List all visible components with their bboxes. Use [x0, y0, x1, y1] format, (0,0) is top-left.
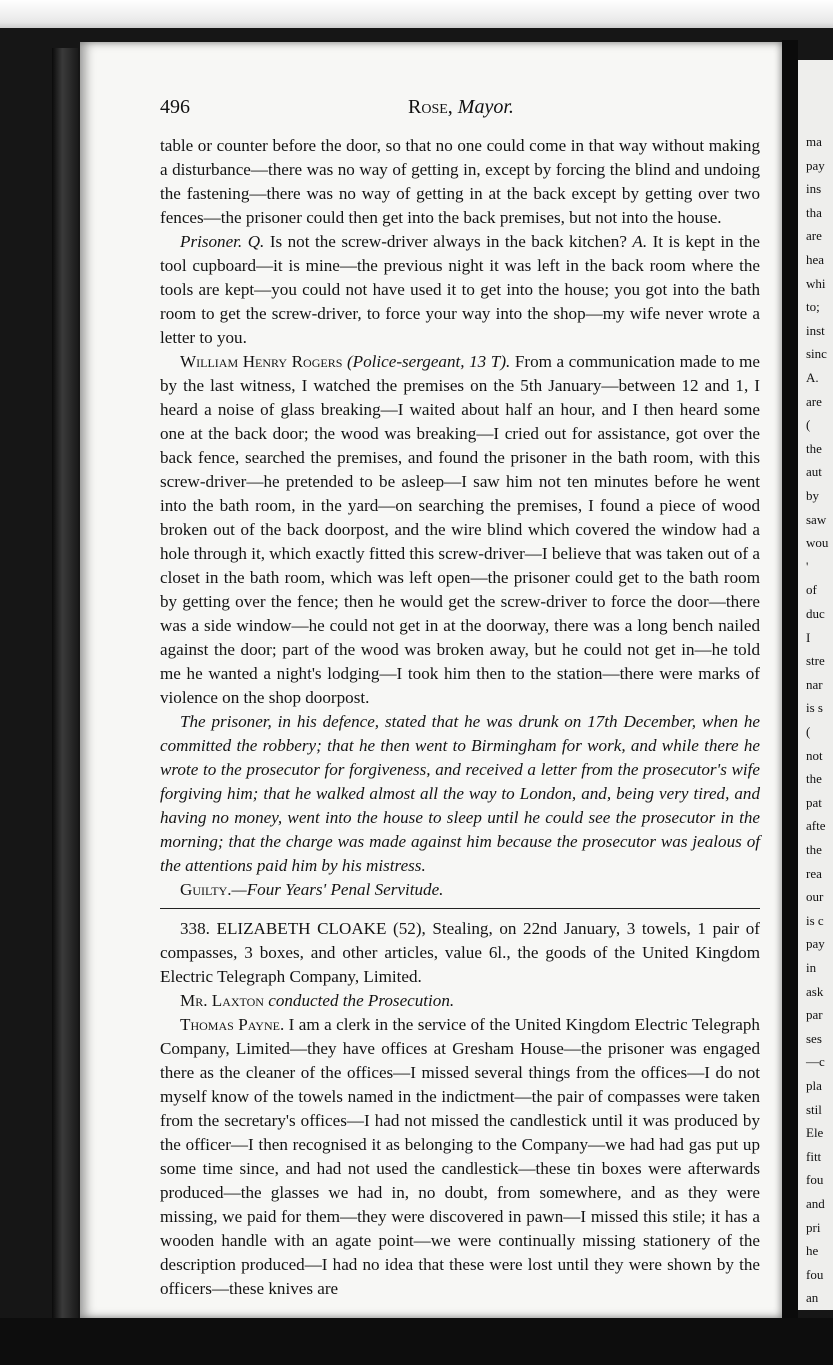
answer-text: It is kept in the tool cupboard—it is mine—the previous night it was left in the back room where the tools are kept—you could not have used it to get into the house; you got into the bath room to get the screw-driver, to force your way into the shop—my wife never wrote a letter to you. — [160, 232, 760, 347]
case-charge: Stealing, on 22nd January, 3 towels, 1 pair of compasses, 3 boxes, and other articles, value 6l., the goods of the United Kingdom Electric Telegraph Company, Limited. — [160, 919, 760, 986]
next-page-fragment: —c — [806, 1054, 825, 1070]
next-page-fragment: saw — [806, 511, 827, 527]
next-page-fragment: stil — [806, 1101, 822, 1117]
running-head-name: Rose, — [408, 96, 453, 118]
counsel-line — [160, 989, 760, 1013]
next-page-fragment: he — [806, 1243, 819, 1259]
case-number: 338. — [180, 919, 210, 938]
next-page-fragment: par — [806, 1007, 823, 1023]
answer-marker: A. — [632, 232, 648, 251]
next-page-fragment: duc — [806, 606, 825, 621]
next-page-fragment: pla — [806, 1078, 822, 1093]
witness-role: (Police-sergeant, 13 T). — [346, 352, 511, 371]
next-page-fragment: I — [806, 629, 811, 645]
next-page-fragment: to; — [806, 299, 820, 315]
next-page-fragment: pay — [806, 157, 825, 173]
next-page-fragment: by — [806, 488, 819, 503]
next-page-fragment: fou — [806, 1266, 824, 1282]
paragraph-witness-payne — [160, 1013, 760, 1301]
next-page-fragment: sinc — [806, 346, 827, 362]
case-defendant: ELIZABETH CLOAKE (52), — [216, 919, 426, 938]
next-page-fragment: fitt — [806, 1148, 822, 1164]
witness-name: William Henry Rogers — [180, 352, 343, 371]
next-page-fragment: an — [806, 1290, 819, 1306]
next-page-fragment: not — [806, 747, 823, 763]
next-page-fragment: and — [806, 1196, 825, 1211]
verdict-sentence: —Four Years' Penal Servitude. — [231, 880, 444, 899]
next-page-fragment: are — [806, 228, 822, 244]
page-number: 496 — [160, 96, 190, 118]
next-page-fragment: are — [806, 393, 822, 409]
next-page-fragment: the — [806, 440, 822, 456]
question-text: Is not the screw-driver always in the back kitchen? — [269, 232, 627, 251]
counsel-text: conducted the Prosecution. — [268, 991, 455, 1010]
paragraph-witness-rogers — [160, 350, 760, 710]
section-divider — [160, 908, 760, 909]
paragraph-prisoner-question — [160, 230, 760, 350]
scan-bottom-band — [0, 1318, 833, 1365]
next-page-fragment: the — [806, 842, 822, 857]
next-page-fragment: our — [806, 889, 824, 905]
witness-testimony: From a communication made to me by the last witness, I watched the premises on the 5th January—between 12 and 1, I heard a noise of glass breaking—I waited about half an hour, and I then heard some one at the back door; the wood was breaking—I cried out for assistance, got over the back fence, searched the premises, and found the prisoner in the bath room, with this screw-driver—he pretended to be asleep—I saw him not ten minutes before he went into the bath room, in the yard—on searching the premises, I found a piece of wood broken out of the back doorpost, and the wire blind which covered the window had a hole through it, which exactly fitted this screw-driver—I believe that was taken out of a closet in the bath room, which was left open—the prisoner could get to the bath room by getting over the fence; then he would get the screw-driver to force the door—there was a side window—he could not get in at the doorway, there was a long bench nailed against the door; part of the wood was broken away, but he could not get in—he told me he wanted a night's lodging—I took him then to the station—there were marks of violence on the shop doorpost. — [160, 352, 760, 707]
next-page-edge — [798, 60, 833, 1310]
next-page-fragment: ses — [806, 1030, 822, 1046]
next-page-fragment: pri — [806, 1219, 821, 1235]
next-page-fragment: stre — [806, 653, 825, 669]
next-page-fragment: aut — [806, 464, 822, 480]
next-page-fragment: A. — [806, 370, 819, 385]
next-page-fragment: ask — [806, 983, 824, 999]
next-page-fragment: Ele — [806, 1125, 824, 1141]
next-page-fragment: whi — [806, 275, 826, 291]
paragraph-defence: The prisoner, in his defence, stated that he was drunk on 17th December, when he committed the robbery; that he then went to Birmingham for work, and while there he wrote to the prosecutor for forgiveness, and received a letter from the prosecutor's wife forgiving him; that he walked almost all the way to London, and, being very tired, and having no money, went into the house to sleep until he could see the prosecutor in the morning; that the charge was made against him because the prosecutor was jealous of the attentions paid him by his mistress. — [160, 712, 760, 875]
next-page-fragment: is s — [806, 700, 823, 716]
next-page-fragment: wou — [806, 535, 829, 551]
counsel-name: Mr. Laxton — [180, 991, 264, 1010]
witness-testimony: I am a clerk in the service of the United Kingdom Electric Telegraph Company, Limited—they have offices at Gresham House—the prisoner was engaged there as the cleaner of the offices—I missed several things from the offices—I do not myself know of the towels named in the indictment—the pair of compasses were taken from the secretary's offices—I had not missed the candlestick until it was produced by the officer—I then recognised it as belonging to the Company—we had had gas put up some time since, and had not used the candlestick—these tin boxes were afterwards produced—the glasses we had in, no doubt, from somewhere, and as they were missing, we paid for them—they were discovered in pawn—I missed this stile; it has a wooden handle with an agate point—we were continually missing stationery of the description produced—I had no idea that these were lost until they were shown by the officers—these knives are — [160, 1015, 760, 1298]
running-head — [408, 96, 514, 119]
page-header — [160, 96, 760, 122]
next-page-fragment: pat — [806, 794, 822, 810]
next-page-fragment: ( — [806, 724, 811, 739]
paragraph-continuation: table or counter before the door, so that no one could come in that way without making a disturbance—there was no way of getting in, except by forcing the blind and undoing the fastening—there was no way of getting in at the back except by getting over two fences—the prisoner could then get into the back premises, but not into the house. — [160, 136, 760, 227]
next-page-fragment: tha — [806, 204, 822, 220]
next-page-fragment: the — [806, 771, 822, 787]
book-spine — [52, 48, 78, 1318]
next-page-fragment: nar — [806, 676, 823, 692]
page-body — [160, 134, 760, 1301]
next-page-fragment: fou — [806, 1172, 824, 1188]
running-head-title: Mayor. — [457, 96, 514, 118]
next-page-fragment: is c — [806, 912, 824, 928]
question-marker: Q. — [247, 232, 265, 251]
next-page-fragment: ( — [806, 417, 811, 433]
next-page-fragment: ins — [806, 181, 822, 197]
witness-name: Thomas Payne. — [180, 1015, 285, 1034]
case-heading — [160, 917, 760, 989]
verdict-label: Guilty. — [180, 880, 232, 899]
next-page-fragment: pay — [806, 936, 825, 952]
page-gutter — [782, 40, 798, 1330]
next-page-fragment: hea — [806, 252, 825, 267]
next-page-fragment: afte — [806, 818, 826, 834]
next-page-fragment: inst — [806, 322, 825, 338]
next-page-fragment: of — [806, 582, 817, 598]
next-page-fragment: ma — [806, 134, 822, 149]
next-page-fragment: ' — [806, 558, 809, 574]
next-page-fragment: in — [806, 960, 817, 975]
speaker-label: Prisoner. — [180, 232, 243, 251]
verdict — [160, 878, 760, 902]
next-page-fragment: rea — [806, 865, 822, 881]
